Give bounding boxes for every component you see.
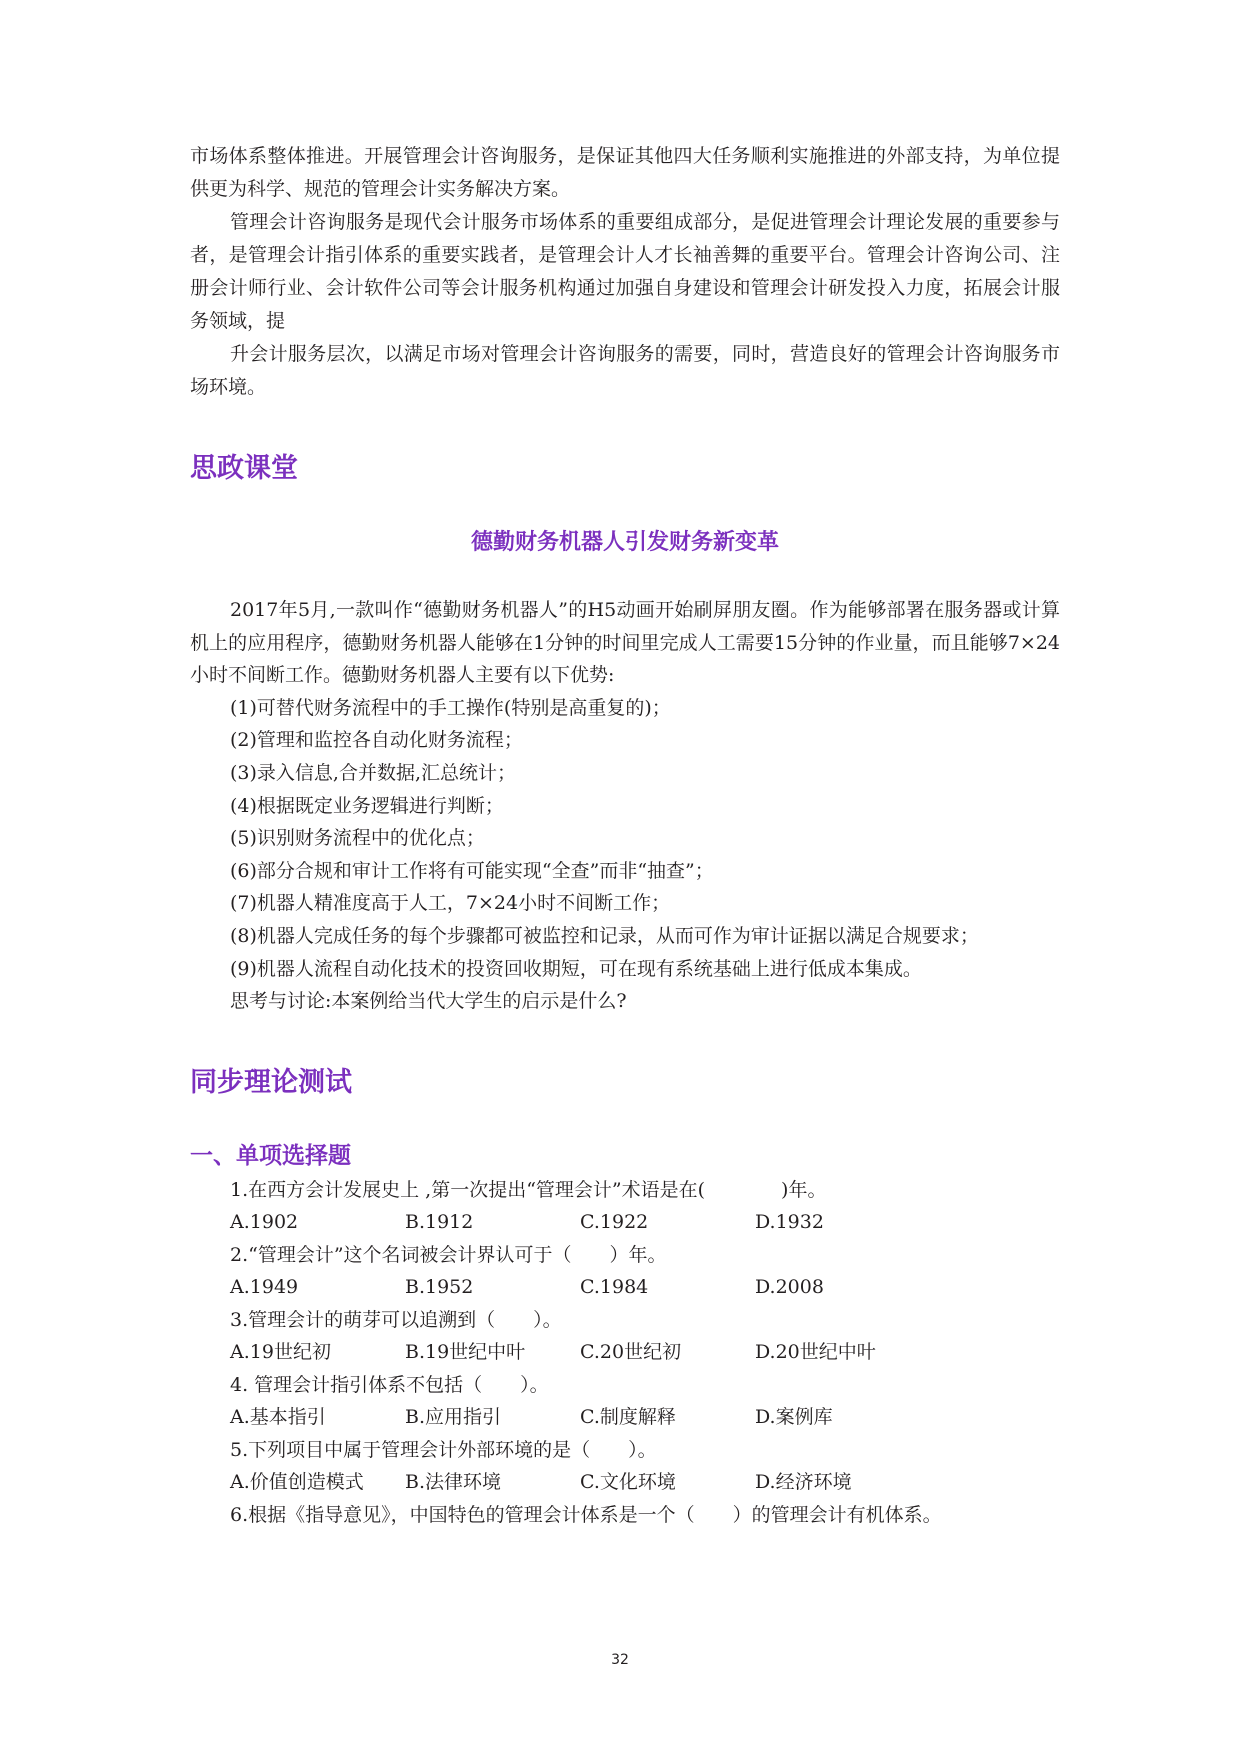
question-6: 6.根据《指导意见》，中国特色的管理会计体系是一个（ ）的管理会计有机体系。	[230, 1503, 942, 1526]
option: D.1932	[755, 1211, 824, 1234]
option: D.2008	[755, 1276, 824, 1299]
option: B.19世纪中叶	[405, 1341, 526, 1364]
option: A.基本指引	[230, 1406, 326, 1429]
subsection-title: 一、单项选择题	[190, 1142, 351, 1169]
options-2	[190, 1271, 1060, 1304]
case-item: (3)录入信息,合并数据,汇总统计；	[230, 761, 516, 784]
question-5: 5.下列项目中属于管理会计外部环境的是（ ）。	[230, 1438, 657, 1461]
case-study	[190, 594, 1060, 1018]
question-4: 4. 管理会计指引体系不包括（ ）。	[230, 1373, 549, 1396]
case-item: (1)可替代财务流程中的手工操作(特别是高重复的)；	[230, 696, 671, 719]
case-item: (9)机器人流程自动化技术的投资回收期短，可在现有系统基础上进行低成本集成。	[230, 957, 922, 980]
case-item: (4)根据既定业务逻辑进行判断；	[230, 794, 504, 817]
option: D.经济环境	[755, 1471, 852, 1494]
options-5	[190, 1466, 1060, 1499]
question-1: 1.在西方会计发展史上 ,第一次提出“管理会计”术语是在( )年。	[230, 1178, 827, 1201]
case-item: (7)机器人精准度高于人工，7×24小时不间断工作；	[230, 892, 671, 915]
intro-paragraph-1: 市场体系整体推进。开展管理会计咨询服务，是保证其他四大任务顺利实施推进的外部支持，为单位提供更为科学、规范的管理会计实务解决方案。	[190, 145, 1060, 200]
option: C.文化环境	[580, 1471, 676, 1494]
option: D.20世纪中叶	[755, 1341, 876, 1364]
case-item: (8)机器人完成任务的每个步骤都可被监控和记录，从而可作为审计证据以满足合规要求；	[230, 924, 979, 947]
case-item: (5)识别财务流程中的优化点；	[230, 827, 485, 850]
option: A.1949	[230, 1276, 299, 1299]
discussion-question: 思考与讨论:本案例给当代大学生的启示是什么?	[230, 990, 627, 1013]
option: C.20世纪初	[580, 1341, 682, 1364]
option: B.1952	[405, 1276, 474, 1299]
option: A.价值创造模式	[230, 1471, 364, 1494]
section-title-sizheng: 思政课堂	[190, 453, 298, 484]
section-title-test: 同步理论测试	[190, 1066, 352, 1098]
intro-paragraph-2: 管理会计咨询服务是现代会计服务市场体系的重要组成部分，是促进管理会计理论发展的重要参与者，是管理会计指引体系的重要实践者，是管理会计人才长袖善舞的重要平台。管理会计咨询公司、注册会计师行业、会计软件公司等会计服务机构通过加强自身建设和管理会计研发投入力度，拓展会计服务领域，提	[190, 211, 1060, 332]
option: C.1984	[580, 1276, 649, 1299]
case-item: (6)部分合规和审计工作将有可能实现“全查”而非“抽查”；	[230, 859, 714, 882]
option: B.法律环境	[405, 1471, 502, 1494]
article-title: 德勤财务机器人引发财务新变革	[470, 530, 779, 555]
question-2: 2.“管理会计”这个名词被会计界认可于（ ）年。	[230, 1243, 667, 1266]
options-3	[190, 1336, 1060, 1369]
options-1	[190, 1206, 1060, 1239]
option: A.1902	[230, 1211, 299, 1234]
page-number: 32	[611, 1652, 629, 1668]
quiz	[190, 1174, 1060, 1532]
option: B.应用指引	[405, 1406, 502, 1429]
question-3: 3.管理会计的萌芽可以追溯到（ ）。	[230, 1308, 562, 1331]
case-paragraph: 2017年5月,一款叫作“德勤财务机器人”的H5动画开始刷屏朋友圈。作为能够部署在服务器或计算机上的应用程序，德勤财务机器人能够在1分钟的时间里完成人工需要15分钟的作业量，而且能够7×24小时不间断工作。德勤财务机器人主要有以下优势:	[190, 599, 1060, 687]
option: B.1912	[405, 1211, 474, 1234]
option: A.19世纪初	[230, 1341, 331, 1364]
option: C.1922	[580, 1211, 649, 1234]
option: D.案例库	[755, 1406, 833, 1429]
case-item: (2)管理和监控各自动化财务流程；	[230, 729, 523, 752]
page-content	[190, 140, 1060, 1531]
intro-text	[190, 140, 1060, 404]
option: C.制度解释	[580, 1406, 676, 1429]
options-4	[190, 1401, 1060, 1434]
intro-paragraph-3: 升会计服务层次，以满足市场对管理会计咨询服务的需要，同时，营造良好的管理会计咨询服务市场环境。	[190, 343, 1060, 398]
